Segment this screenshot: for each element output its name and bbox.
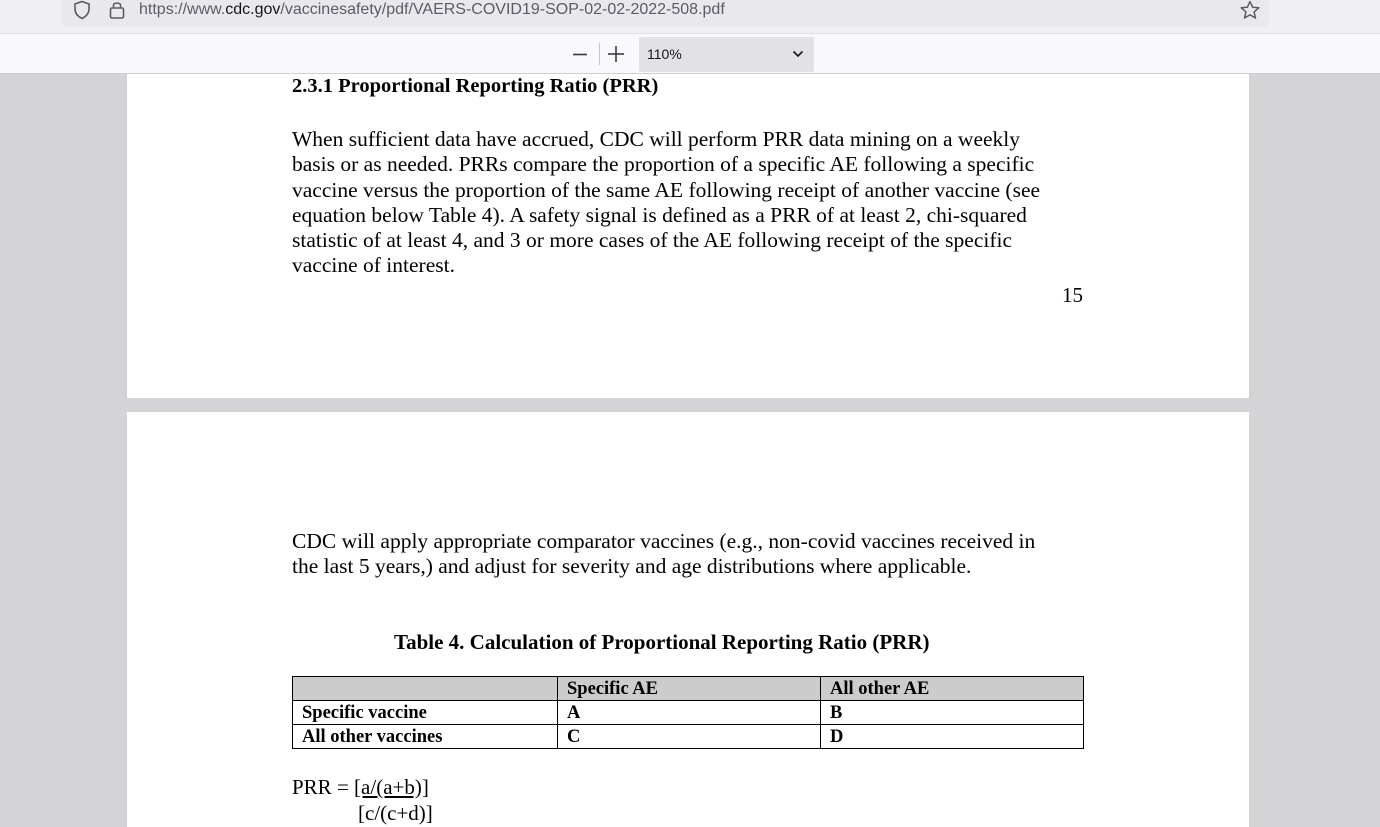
text-line: When sufficient data have accrued, CDC will perform PRR data mining on a weekly (292, 127, 1021, 151)
prr-formula (292, 775, 433, 826)
formula-lhs: PRR = (292, 775, 355, 799)
text-line: statistic of at least 4, and 3 or more cases of the AE following receipt of the specific (292, 228, 1013, 253)
shield-icon[interactable] (72, 0, 92, 20)
text-line: basis or as needed. PRRs compare the proportion of a specific AE following a specific (292, 152, 1035, 177)
text-line: vaccine versus the proportion of the same AE following receipt of another vaccine (see (292, 177, 1041, 202)
table-header-cell: All other AE (821, 677, 1084, 701)
page-number: 15 (1062, 283, 1083, 307)
table-row (293, 725, 1084, 749)
zoom-out-button[interactable] (563, 36, 597, 72)
table-cell: B (821, 701, 1084, 725)
text-line: vaccine of interest. (292, 253, 455, 278)
url-host: cdc.gov (225, 1, 281, 18)
pdf-page-15 (127, 74, 1249, 398)
bookmark-star-icon[interactable] (1239, 0, 1261, 20)
table-header-cell (293, 677, 558, 701)
pdf-toolbar (0, 33, 1380, 74)
table-header-cell: Specific AE (558, 677, 821, 701)
lock-icon[interactable] (108, 0, 126, 20)
chevron-down-icon (792, 49, 804, 59)
prr-description-paragraph (292, 127, 1082, 279)
table-caption: Table 4. Calculation of Proportional Reporting Ratio (PRR) (394, 630, 930, 654)
zoom-select[interactable] (639, 37, 814, 72)
text-line: the last 5 years,) and adjust for severity and age distributions where applicable. (292, 554, 972, 579)
table-cell: C (558, 725, 821, 749)
text-line: CDC will apply appropriate comparator vaccines (e.g., non-covid vaccines received in (292, 529, 1036, 553)
prr-table (292, 676, 1084, 749)
browser-toolbar (0, 0, 1380, 33)
table-header-row (293, 677, 1084, 701)
comparator-paragraph (292, 529, 1092, 580)
minus-icon (572, 46, 588, 62)
url-path: /vaccinesafety/pdf/VAERS-COVID19-SOP-02-02-2022-508.pdf (280, 1, 725, 18)
url-text[interactable] (139, 0, 725, 20)
pdf-page-16 (127, 412, 1249, 827)
table-row-label: Specific vaccine (293, 701, 558, 725)
table-cell: A (558, 701, 821, 725)
zoom-level-value: 110% (647, 46, 682, 62)
plus-icon (607, 45, 625, 63)
text-line: equation below Table 4). A safety signal is defined as a PRR of at least 2, chi-squared (292, 202, 1027, 227)
table-row (293, 701, 1084, 725)
url-prefix: https://www. (139, 1, 226, 18)
section-heading: 2.3.1 Proportional Reporting Ratio (PRR) (292, 75, 659, 97)
formula-denominator: [c/(c+d)] (358, 800, 433, 825)
table-row-label: All other vaccines (293, 725, 558, 749)
formula-numerator: [a/(a+b)] (354, 775, 429, 799)
zoom-in-button[interactable] (599, 36, 633, 72)
table-cell: D (821, 725, 1084, 749)
